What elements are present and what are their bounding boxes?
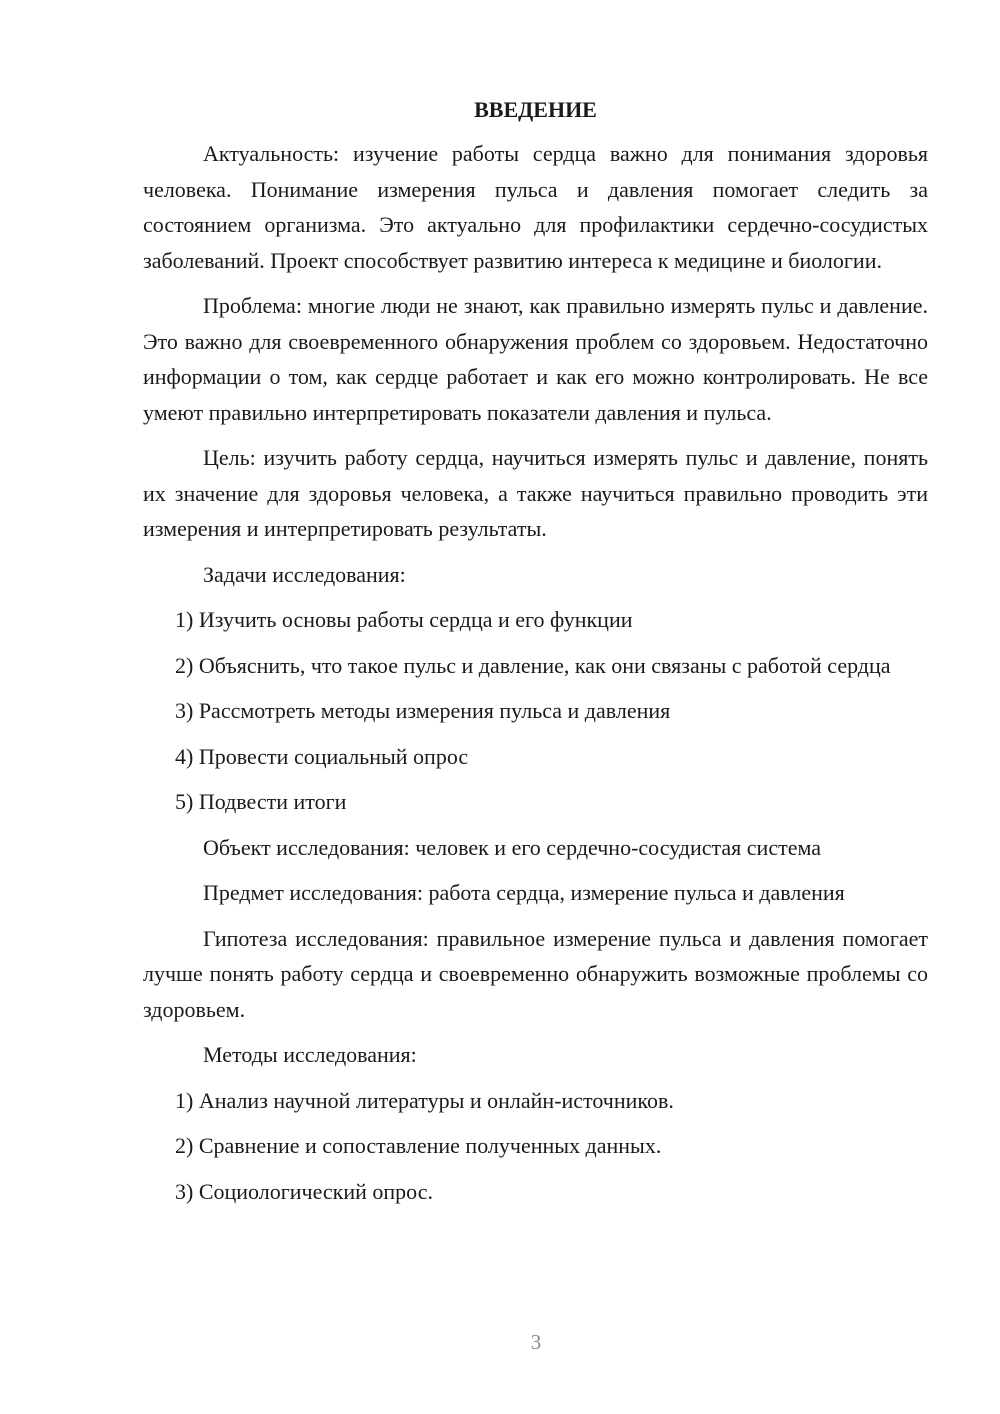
method-item: 1) Анализ научной литературы и онлайн-источников. <box>175 1087 674 1113</box>
method-item: 2) Сравнение и сопоставление полученных данных. <box>175 1133 662 1158</box>
tasks-heading: Задачи исследования: <box>203 561 406 587</box>
task-item: 4) Провести социальный опрос <box>175 743 469 769</box>
subject-paragraph: Предмет исследования: работа сердца, измерение пульса и давления <box>203 880 845 905</box>
methods-heading: Методы исследования: <box>203 1042 417 1067</box>
task-item: 3) Рассмотреть методы измерения пульса и давления <box>175 698 671 723</box>
task-item: 5) Подвести итоги <box>175 789 347 814</box>
task-item: 1) Изучить основы работы сердца и его функции <box>175 607 633 632</box>
task-item: 2) Объяснить, что такое пульс и давление, как они связаны с работой сердца <box>175 652 891 678</box>
goal-paragraph: Цель: изучить работу сердца, научиться измерять пульс и давление, понять их значение для здоровья человека, а также научиться правильно проводить эти измерения и интерпретировать результаты. <box>143 445 928 541</box>
object-paragraph: Объект исследования: человек и его сердечно-сосудистая система <box>203 834 822 860</box>
method-item: 3) Социологический опрос. <box>175 1178 433 1204</box>
page-title: ВВЕДЕНИЕ <box>474 97 597 122</box>
hypothesis-paragraph: Гипотеза исследования: правильное измерение пульса и давления помогает лучше понять работу сердца и своевременно обнаружить возможные проблемы со здоровьем. <box>143 925 928 1022</box>
problem-paragraph: Проблема: многие люди не знают, как правильно измерять пульс и давление. Это важно для своевременного обнаружения проблем со здоровьем. Недостаточно информации о том, как сердце работает и как его можно контролировать. Не все умеют правильно интерпретировать показатели давления и пульса. <box>143 293 928 425</box>
relevance-paragraph: Актуальность: изучение работы сердца важно для понимания здоровья человека. Понимание измерения пульса и давления помогает следить за состоянием организма. Это актуально для профилактики сердечно-сосудистых заболеваний. Проект способствует развитию интереса к медицине и биологии. <box>143 141 928 273</box>
text-column <box>143 94 928 1219</box>
page-number: 3 <box>530 1330 542 1354</box>
